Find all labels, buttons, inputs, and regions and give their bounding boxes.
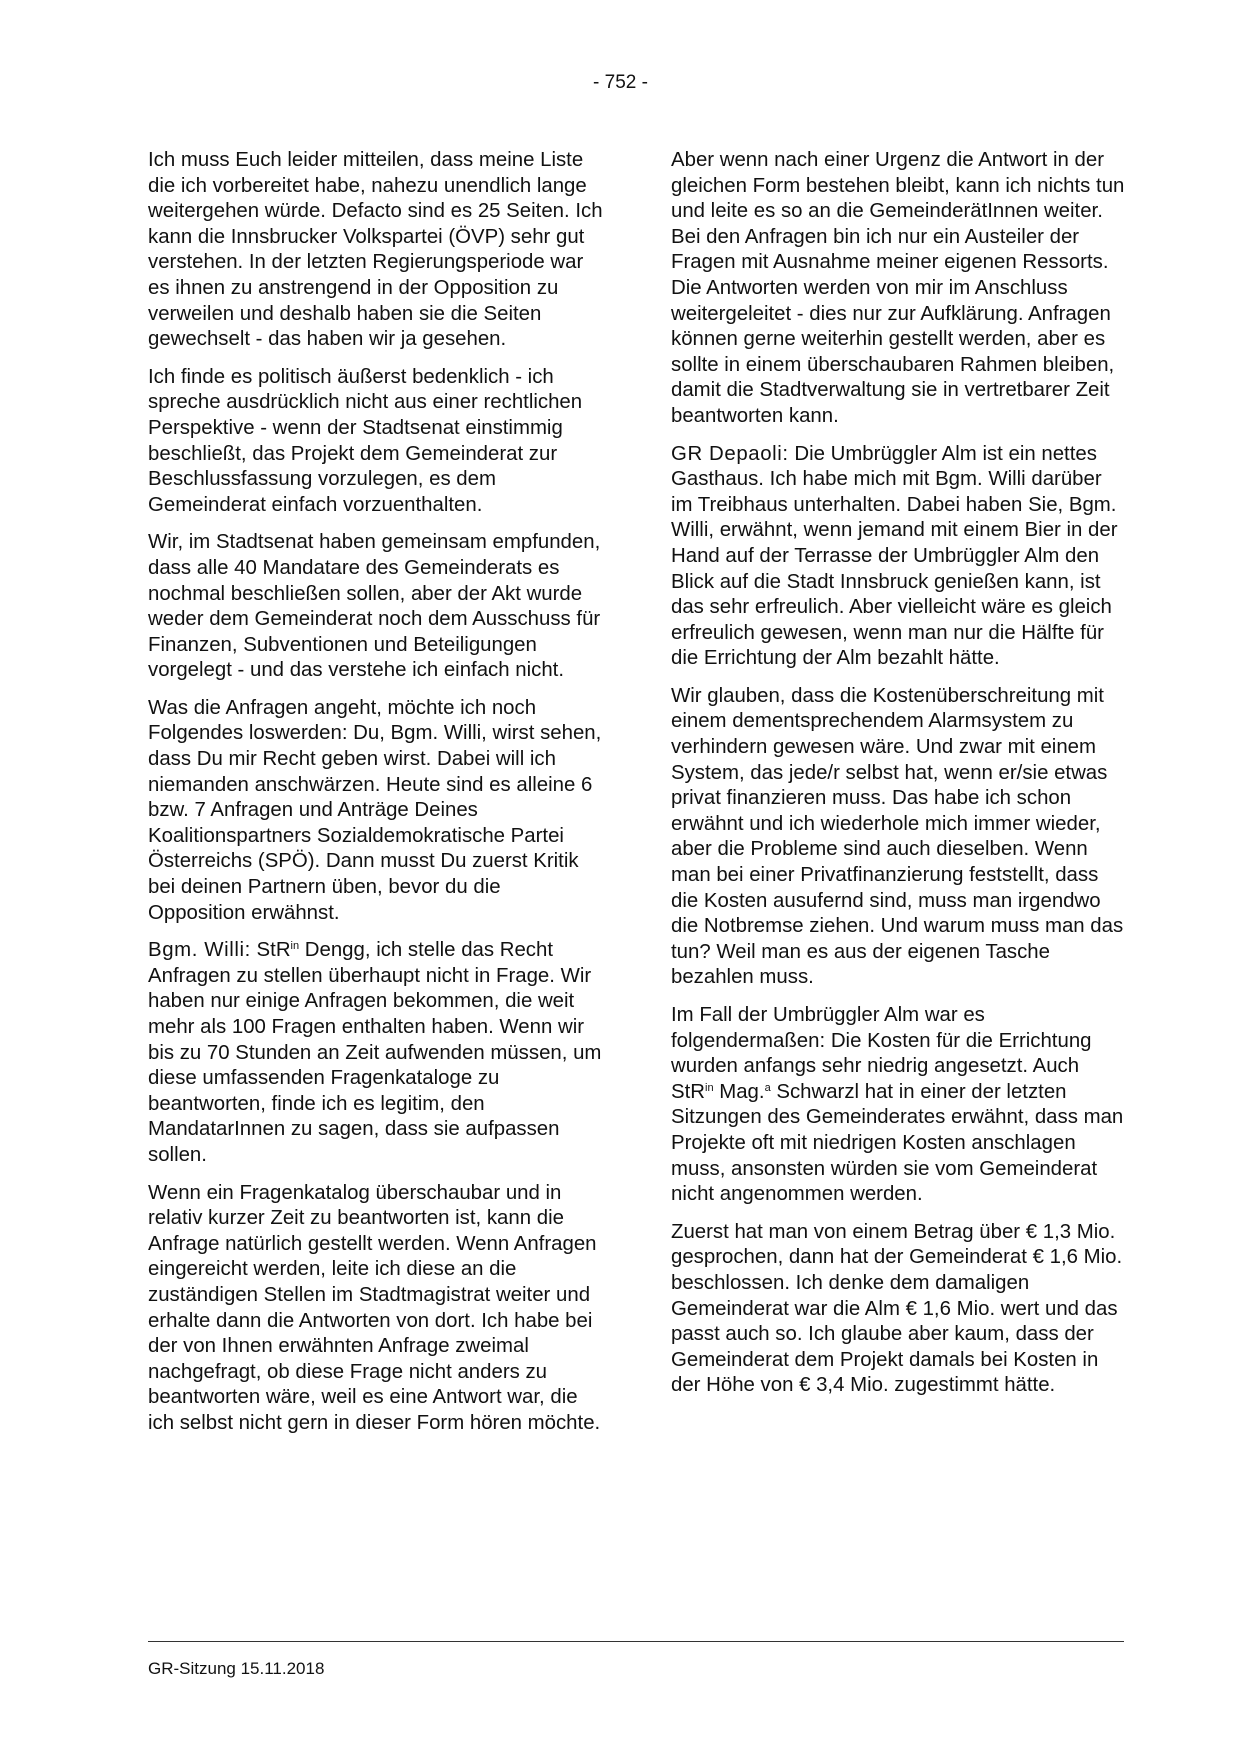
speaker-name: GR Depaoli: [671, 442, 789, 465]
left-column [148, 148, 603, 1449]
page-number: - 752 - [593, 72, 648, 93]
paragraph: Aber wenn nach einer Urgenz die Antwort in der gleichen Form bestehen bleibt, kann ich nichts tun und leite es so an die GemeinderätInnen weiter. Bei den Anfragen bin ich nur ein Austeiler der Fragen mit Ausnahme meiner eigenen Ressorts. Die Antworten werden von mir im Anschluss weitergeleitet - dies nur zur Aufklärung. Anfragen können gerne weiterhin gestellt werden, aber es sollte in einem überschaubaren Rahmen bleiben, damit die Stadtverwaltung sie in vertretbarer Zeit beantworten kann. [671, 149, 1125, 427]
speaker-paragraph [148, 938, 603, 1168]
paragraph: Was die Anfragen angeht, möchte ich noch Folgendes loswerden: Du, Bgm. Willi, wirst sehen, dass Du mir Recht geben wirst. Dabei will ich niemanden anschwärzen. Heute sind es alleine 6 bzw. 7 Anfragen und Anträge Deines Koalitionspartners Sozialdemokratische Partei Österreichs (SPÖ). Dann musst Du zuerst Kritik bei deinen Partnern üben, bevor du die Opposition erwähnst. [148, 696, 602, 924]
speaker-paragraph [671, 442, 1126, 672]
text-span: Dengg, ich stelle das Recht Anfragen zu stellen überhaupt nicht in Frage. Wir haben nur einige Anfragen bekommen, die weit mehr als 100 Fragen enthalten haben. Wenn wir bis zu 70 Stunden an Zeit aufwenden müssen, um diese umfassenden Fragenkataloge zu beantworten, finde ich es legitim, den MandatarInnen zu sagen, dass sie aufpassen sollen. [148, 939, 602, 1166]
paragraph: Zuerst hat man von einem Betrag über € 1,3 Mio. gesprochen, dann hat der Gemeinderat € 1,6 Mio. beschlossen. Ich denke dem damaligen Gemeinderat war die Alm € 1,6 Mio. wert und das passt auch so. Ich glaube aber kaum, dass der Gemeinderat dem Projekt damals bei Kosten in der Höhe von € 3,4 Mio. zugestimmt hätte. [671, 1220, 1123, 1397]
text-span: StR [250, 939, 291, 962]
footer-text: GR-Sitzung 15.11.2018 [148, 1659, 325, 1678]
paragraph: Wir glauben, dass die Kostenüberschreitung mit einem dementsprechendem Alarmsystem zu verhindern gewesen wäre. Und zwar mit einem System, das jede/r selbst hat, wenn er/sie etwas privat finanzieren muss. Das habe ich schon erwähnt und ich wiederhole mich immer wieder, aber die Probleme sind auch dieselben. Wenn man bei einer Privatfinanzierung feststellt, dass die Kosten ausufernd sind, muss man irgendwo die Notbremse ziehen. Und warum muss man das tun? Weil man es aus der eigenen Tasche bezahlen muss. [671, 684, 1124, 989]
superscript: in [705, 1081, 714, 1094]
superscript: in [290, 940, 300, 953]
paragraph: Ich muss Euch leider mitteilen, dass meine Liste die ich vorbereitet habe, nahezu unendlich lange weitergehen würde. Defacto sind es 25 Seiten. Ich kann die Innsbrucker Volkspartei (ÖVP) sehr gut verstehen. In der letzten Regierungsperiode war es ihnen zu anstrengend in der Opposition zu verweilen und deshalb haben sie die Seiten gewechselt - das haben wir ja gesehen. [148, 149, 603, 351]
footer-divider [148, 1641, 1124, 1642]
right-column [671, 148, 1126, 1411]
superscript: a [764, 1081, 771, 1094]
text-span: Die Umbrüggler Alm ist ein nettes Gasthaus. Ich habe mich mit Bgm. Willi darüber im Treibhaus unterhalten. Dabei haben Sie, Bgm. Willi, erwähnt, wenn jemand mit einem Bier in der Hand auf der Terrasse der Umbrüggler Alm den Blick auf die Stadt Innsbruck genießen kann, ist das sehr erfreulich. Aber vielleicht wäre es gleich erfreulich gewesen, wenn man nur die Hälfte für die Errichtung der Alm bezahlt hätte. [671, 442, 1118, 670]
paragraph: Wenn ein Fragenkatalog überschaubar und in relativ kurzer Zeit zu beantworten ist, kann die Anfrage natürlich gestellt werden. Wenn Anfragen eingereicht werden, leite ich diese an die zuständigen Stellen im Stadtmagistrat weiter und erhalte dann die Antworten von dort. Ich habe bei der von Ihnen erwähnten Anfrage zweimal nachgefragt, ob diese Frage nicht anders zu beantworten wäre, weil es eine Antwort war, die ich selbst nicht gern in dieser Form hören möchte. [148, 1181, 601, 1434]
paragraph [671, 1003, 1126, 1208]
paragraph: Wir, im Stadtsenat haben gemeinsam empfunden, dass alle 40 Mandatare des Gemeinderats es nochmal beschließen sollen, aber der Akt wurde weder dem Gemeinderat noch dem Ausschuss für Finanzen, Subventionen und Beteiligungen vorgelegt - und das verstehe ich einfach nicht. [148, 531, 601, 682]
text-span: Im Fall der Umbrüggler Alm war es folgendermaßen: Die Kosten für die Errichtung wurden anfangs sehr niedrig angesetzt. Auch StR [671, 1004, 1092, 1103]
text-span: Mag. [713, 1080, 765, 1103]
text-span: Schwarzl hat in einer der letzten Sitzungen des Gemeinderates erwähnt, dass man Projekte oft mit niedrigen Kosten anschlagen muss, ansonsten würden sie vom Gemeinderat nicht angenommen werden. [671, 1080, 1124, 1206]
speaker-name: Bgm. Willi: [148, 939, 251, 962]
paragraph: Ich finde es politisch äußerst bedenklich - ich spreche ausdrücklich nicht aus einer rechtlichen Perspektive - wenn der Stadtsenat einstimmig beschließt, das Projekt dem Gemeinderat zur Beschlussfassung vorzulegen, es dem Gemeinderat einfach vorzuenthalten. [148, 365, 583, 516]
